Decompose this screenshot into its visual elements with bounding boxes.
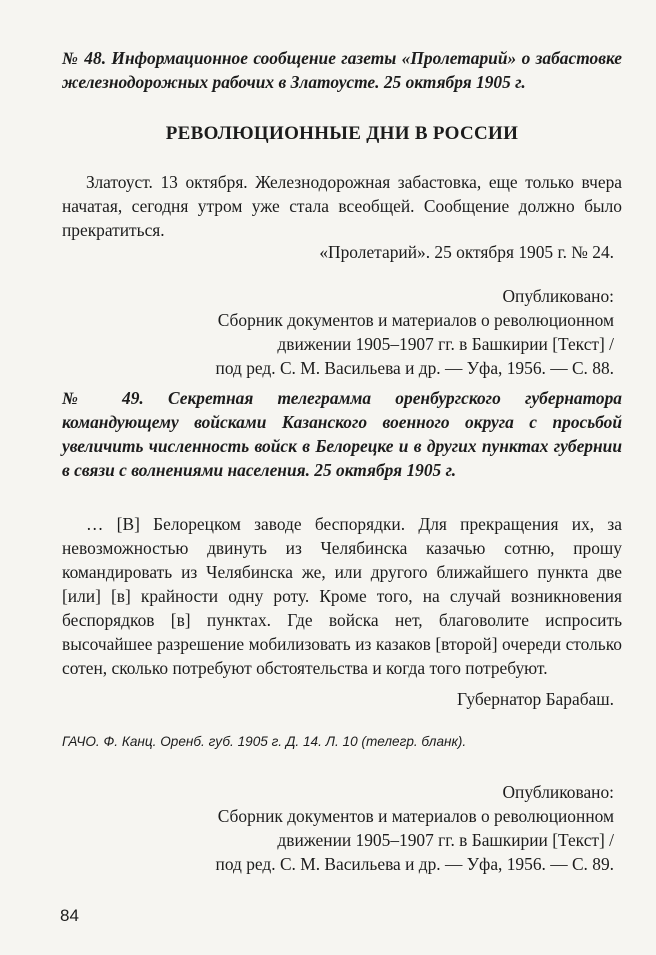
doc48-published-label: Опубликовано: [502, 286, 614, 306]
doc49-published-line-1: Сборник документов и материалов о революционном [217, 806, 614, 826]
doc48-published-block [144, 284, 614, 380]
doc49-published-label: Опубликовано: [502, 782, 614, 802]
doc48-body: Златоуст. 13 октября. Железнодорожная забастовка, еще только вчера начатая, сегодня утром уже стала всеобщей. Сообщение должно было прекратиться. [62, 172, 622, 240]
doc48-source: «Пролетарий». 25 октября 1905 г. № 24. [319, 242, 614, 262]
doc48-published-line-2: движении 1905–1907 гг. в Башкирии [Текст] / [277, 334, 614, 354]
page-number: 84 [60, 906, 79, 925]
doc48-heading: № 48. Информационное сообщение газеты «Пролетарий» о забастовке железнодорожных рабочих в Златоусте. 25 октября 1905 г. [62, 48, 622, 92]
doc49-signature: Губернатор Барабаш. [457, 689, 614, 709]
doc48-published-line-1: Сборник документов и материалов о революционном [217, 310, 614, 330]
doc49-published-block [144, 780, 614, 876]
doc49-body: … [В] Белорецком заводе беспорядки. Для прекращения их, за невозможностью двинуть из Челябинска казачью сотню, прошу командировать из Челябинска же, или другого ближайшего пункта две [или] [в] крайности одну роту. Кроме того, на случай возникновения беспорядков [в] пунктах. Где войска нет, благоволите испросить высочайшее разрешение мобилизовать из казаков [второй] очереди столько сотен, сколько потребуют обстоятельства и когда того потребуют. [62, 514, 622, 678]
doc49-heading: № 49. Секретная телеграмма оренбургского губернатора командующему войсками Казанского военного округа с просьбой увеличить численность войск в Белорецке и в других пунктах губернии в связи с волнениями населения. 25 октября 1905 г. [62, 388, 622, 480]
doc48-published-line-3: под ред. С. М. Васильева и др. — Уфа, 1956. — С. 88. [215, 358, 614, 378]
doc49-published-line-3: под ред. С. М. Васильева и др. — Уфа, 1956. — С. 89. [215, 854, 614, 874]
section-title: РЕВОЛЮЦИОННЫЕ ДНИ В РОССИИ [165, 123, 519, 144]
doc49-archive-reference: ГАЧО. Ф. Канц. Оренб. губ. 1905 г. Д. 14. Л. 10 (телегр. бланк). [62, 734, 467, 749]
doc49-published-line-2: движении 1905–1907 гг. в Башкирии [Текст] / [277, 830, 614, 850]
